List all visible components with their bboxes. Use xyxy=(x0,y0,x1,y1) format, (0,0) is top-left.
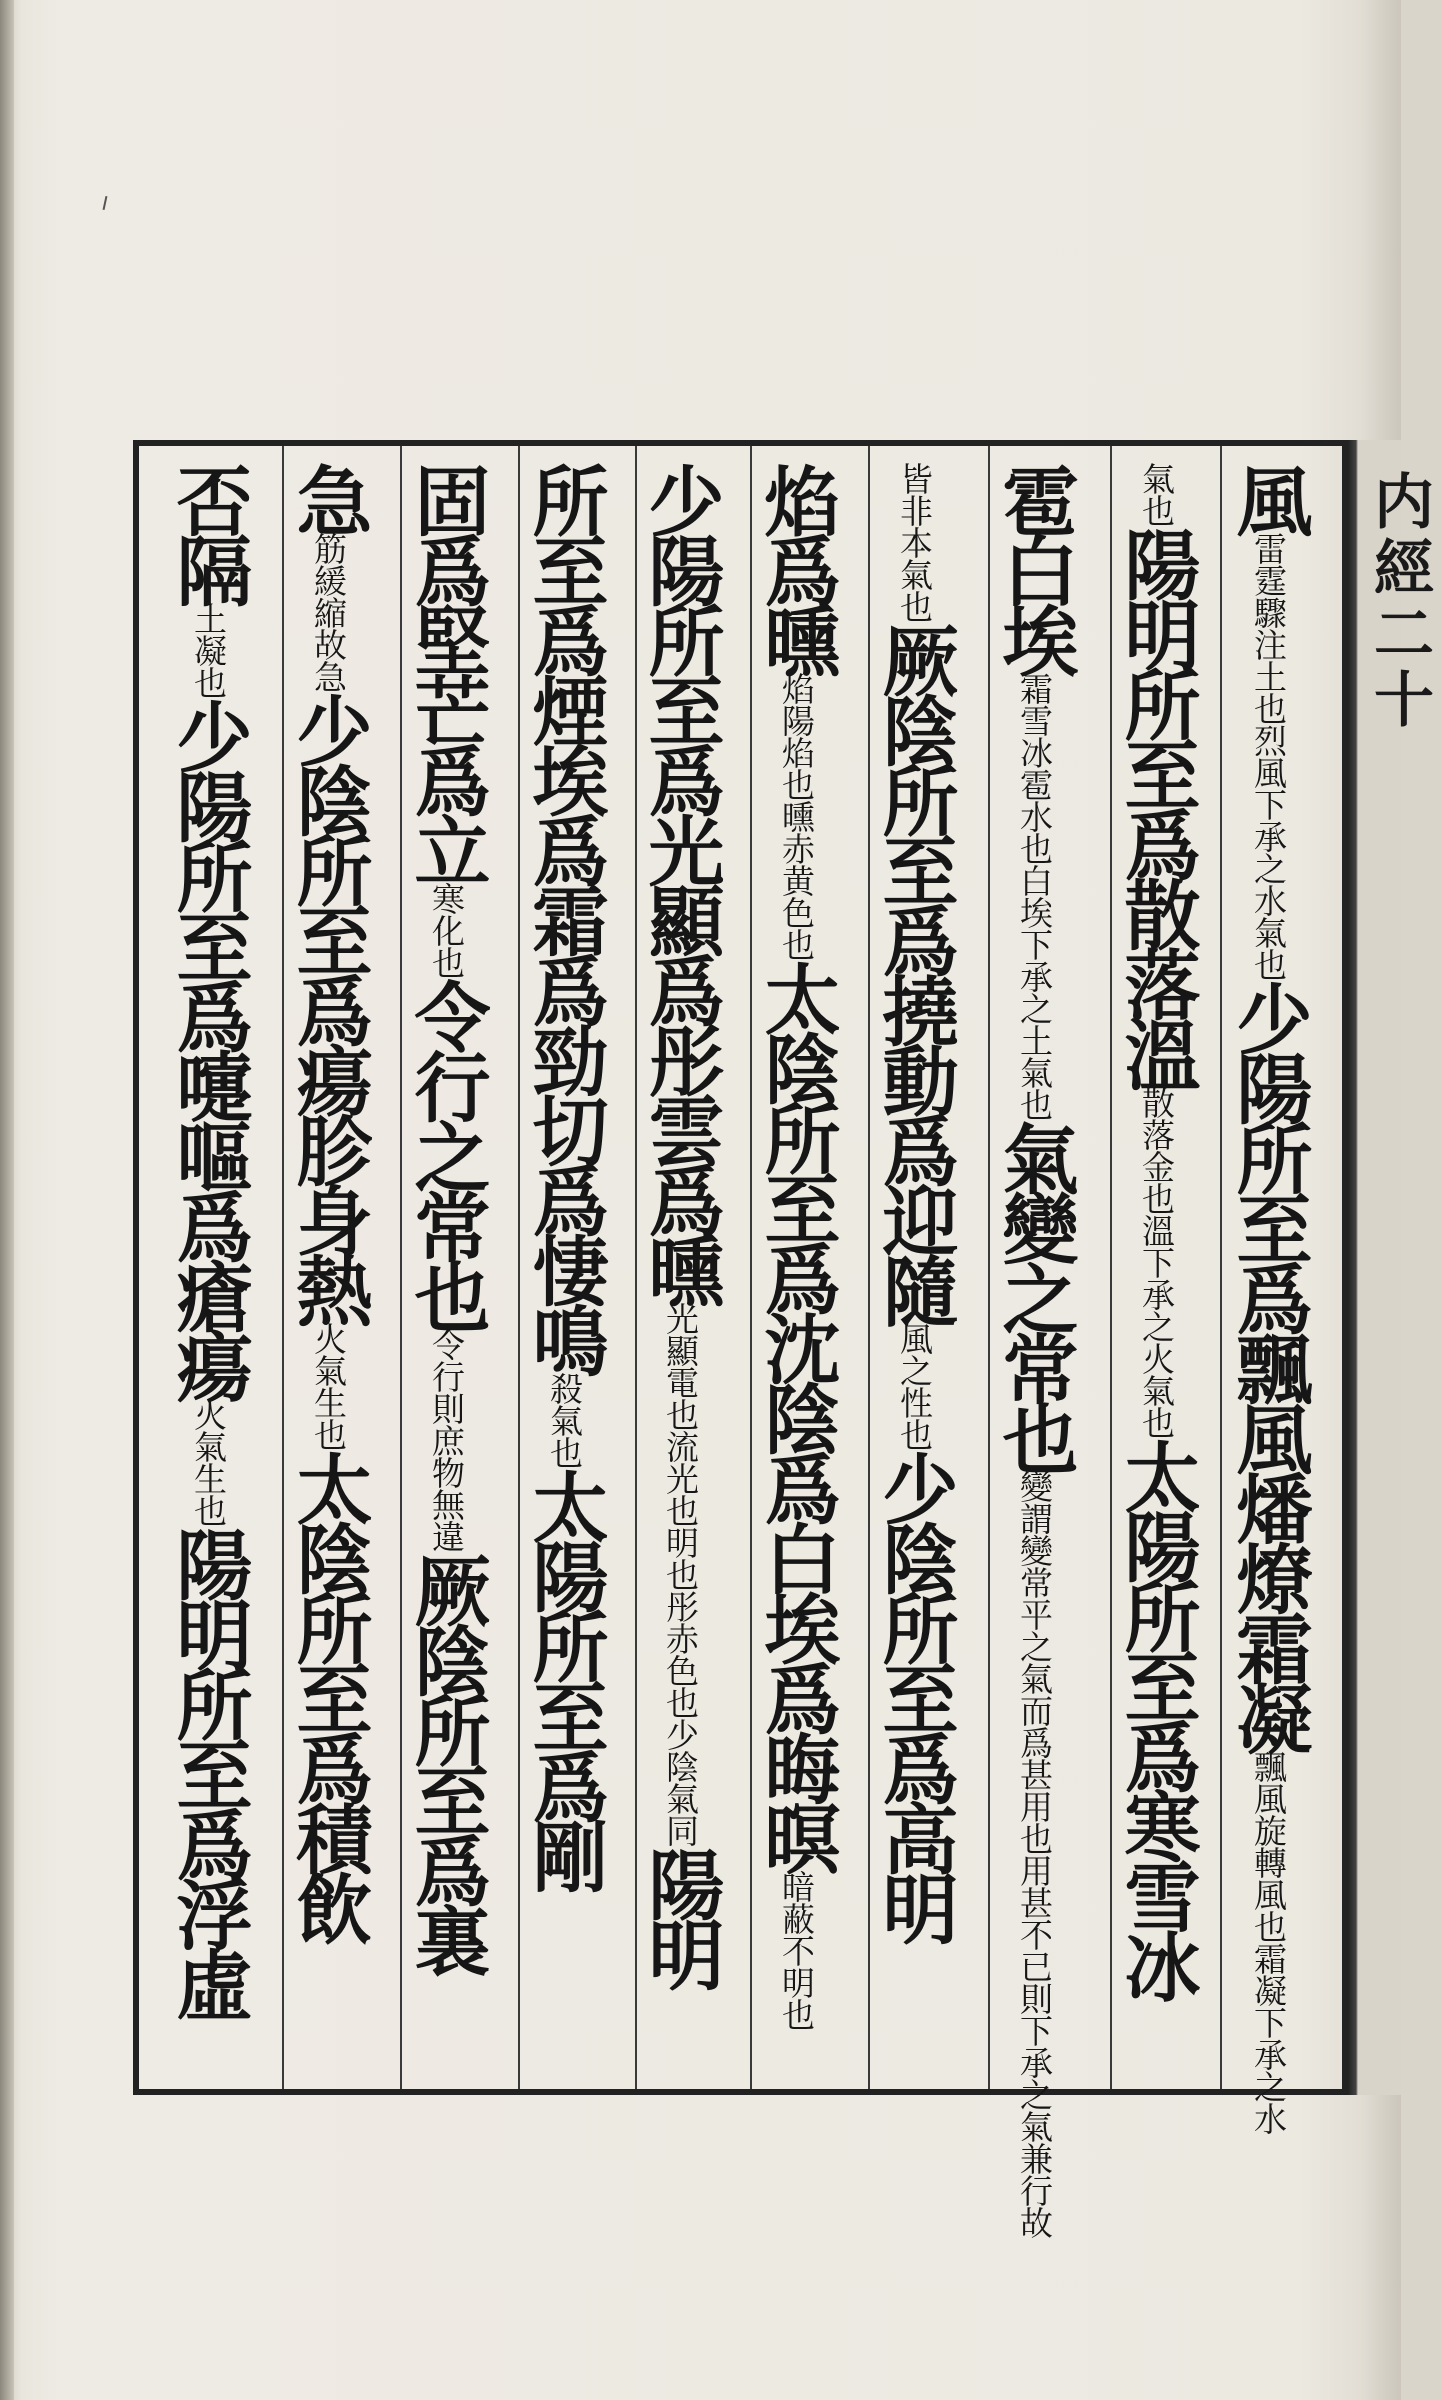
main-text: 少陽所至爲飄風燔燎霜凝 xyxy=(1224,980,1313,1750)
ink-mark xyxy=(103,196,108,210)
main-text: 陽明 xyxy=(636,1846,725,1986)
annotation-text: 焰陽焰也曛赤黄色也 xyxy=(777,672,816,960)
annotation-text: 飄風旋轉風也霜凝下承之水 xyxy=(1249,1750,1288,2134)
annotation-text: 火氣生也 xyxy=(189,1398,228,1526)
main-text: 陽明所至爲浮虛 xyxy=(164,1526,253,2016)
annotation-text: 令行則庶物無違 xyxy=(427,1328,466,1552)
main-text: 否隔 xyxy=(164,462,253,602)
main-text: 急 xyxy=(284,462,373,532)
margin-title: 内經二十 xyxy=(1364,470,1434,734)
annotation-text: 散落金也溫下承之火氣也 xyxy=(1137,1086,1176,1438)
annotation-text: 光顯電也流光也明也彤赤色也少陰氣同 xyxy=(661,1302,700,1846)
annotation-text: 變謂變常平之氣而爲甚用也用甚不已則下承之氣兼行故 xyxy=(1015,1470,1054,2238)
annotation-text: 霜雪冰雹水也白埃下承之土氣也 xyxy=(1015,672,1054,1120)
main-text: 雹白埃 xyxy=(990,462,1079,672)
main-text: 太陽所至爲剛 xyxy=(520,1468,609,1888)
text-column-6 xyxy=(636,462,725,1986)
main-text: 固爲堅芒爲立 xyxy=(402,462,491,882)
binding-gutter xyxy=(0,0,14,2400)
annotation-text: 氣也 xyxy=(1137,462,1176,526)
main-text: 所至爲煙埃爲霜爲勁切爲悽鳴 xyxy=(520,462,609,1372)
main-text: 少陽所至爲嚏嘔爲瘡瘍 xyxy=(164,698,253,1398)
annotation-text: 土凝也 xyxy=(189,602,228,698)
text-column-2 xyxy=(1112,462,1201,1998)
text-column-10 xyxy=(164,462,253,2016)
annotation-text: 殺氣也 xyxy=(545,1372,584,1468)
annotation-text: 寒化也 xyxy=(427,882,466,978)
text-column-4 xyxy=(870,462,959,1940)
main-text: 太陰所至爲沈陰爲白埃爲晦暝 xyxy=(752,960,841,1870)
text-column-9 xyxy=(284,462,373,1940)
main-text: 厥陰所至爲裏 xyxy=(402,1552,491,1972)
main-text: 風 xyxy=(1224,462,1313,532)
main-text: 少陽所至爲光顯爲彤雲爲曛 xyxy=(636,462,725,1302)
main-text: 陽明所至爲散落溫 xyxy=(1112,526,1201,1086)
annotation-text: 暗蔽不明也 xyxy=(777,1870,816,2030)
text-column-5 xyxy=(752,462,841,2030)
annotation-text: 皆非本氣也 xyxy=(895,462,934,622)
text-column-8 xyxy=(402,462,491,1972)
annotation-text: 火氣生也 xyxy=(309,1322,348,1450)
main-text: 少陰所至爲高明 xyxy=(870,1450,959,1940)
annotation-text: 筋緩縮故急 xyxy=(309,532,348,692)
main-text: 厥陰所至爲撓動爲迎隨 xyxy=(870,622,959,1322)
text-column-7 xyxy=(520,462,609,1888)
column-rule xyxy=(1220,446,1222,2089)
main-text: 令行之常也 xyxy=(402,978,491,1328)
annotation-text: 風之性也 xyxy=(895,1322,934,1450)
text-column-3 xyxy=(990,462,1079,2238)
annotation-text: 雷霆驟注土也烈風下承之水氣也 xyxy=(1249,532,1288,980)
main-text: 氣變之常也 xyxy=(990,1120,1079,1470)
main-text: 焰爲曛 xyxy=(752,462,841,672)
main-text: 太陽所至爲寒雪冰 xyxy=(1112,1438,1201,1998)
text-column-1 xyxy=(1224,462,1313,2134)
main-text: 少陰所至爲瘍胗身熱 xyxy=(284,692,373,1322)
main-text: 太陰所至爲積飲 xyxy=(284,1450,373,1940)
